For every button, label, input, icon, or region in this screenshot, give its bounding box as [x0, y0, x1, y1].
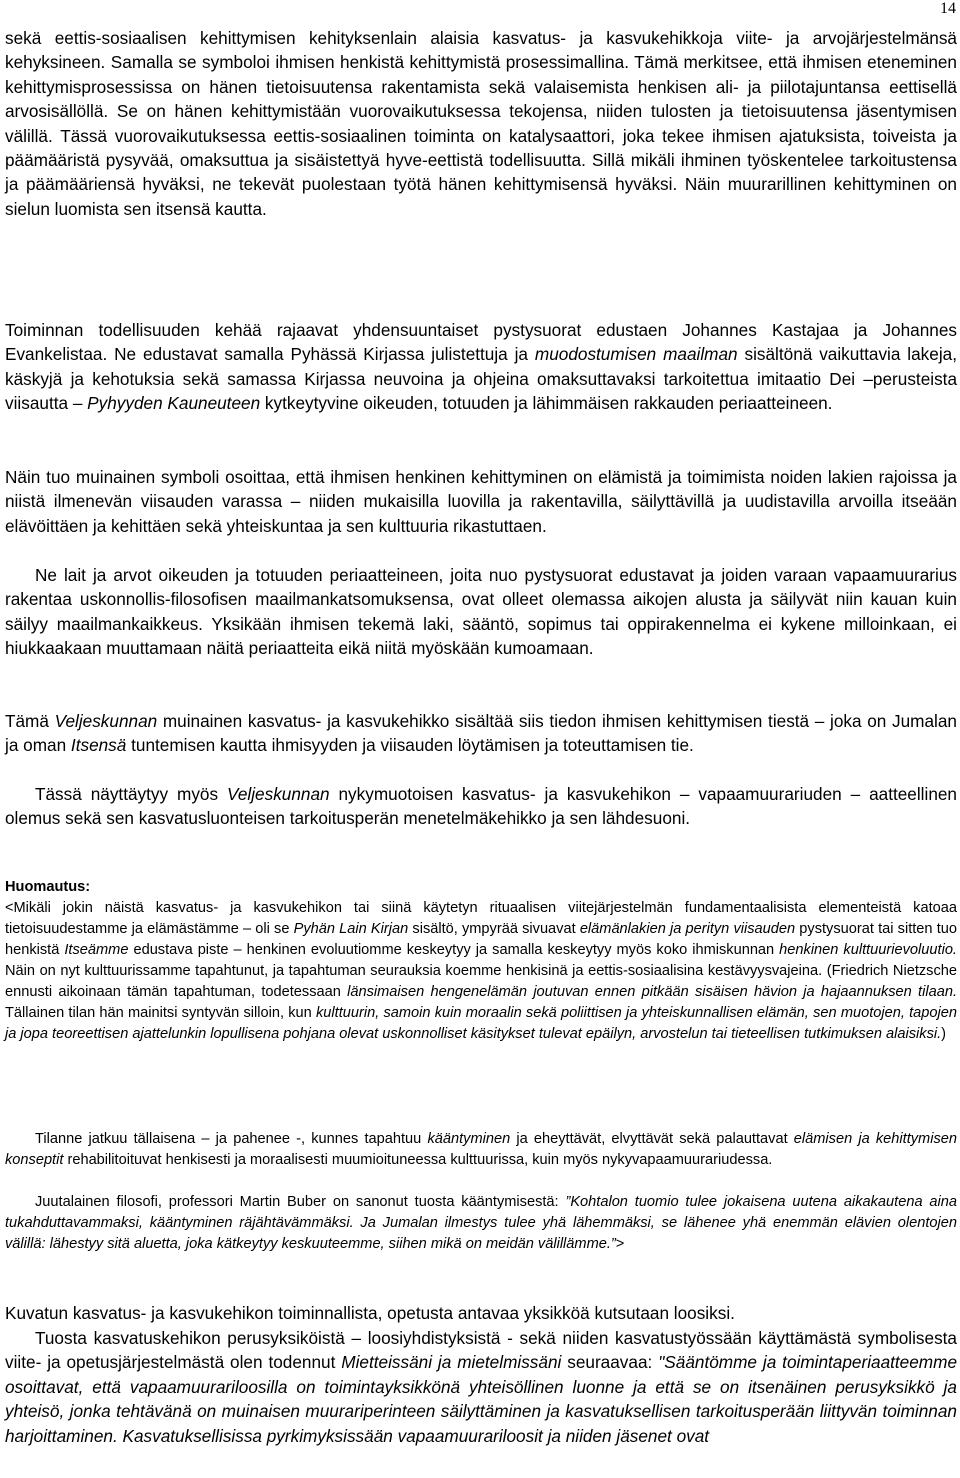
paragraph-5 [5, 709, 957, 758]
note-paragraph-2-text-c: ja eheyttävät, elvyttävät sekä palauttavat [510, 1131, 794, 1147]
note-paragraph-3-quote: ”Kohtalon tuomio tulee jokaisena uutena aikakautena aina tukahduttavammaksi, kääntyminen räjähtävämmäksi. Ja Jumalan ilmestys tulee yhä lähemmäksi, se lähenee yhä enemmän elävien olentojen välillä: lähestyy sitä aluetta, joka kätkeytyy keskuuteemme, siihen mikä on meidän välillämme.” [5, 1194, 958, 1252]
paragraph-2-text-e: kytkeytyvine oikeuden, totuuden ja lähimmäisen rakkauden periaatteineen. [260, 393, 833, 414]
paragraph-2-emphasis-a: muodostumisen maailman [534, 344, 738, 365]
note-paragraph-3 [5, 1192, 957, 1255]
paragraph-4 [5, 563, 957, 661]
note-paragraph-2-emphasis-b: kääntyminen [427, 1131, 511, 1147]
note-paragraph-2-emphasis-d: elämisen ja kehittymisen konseptit [5, 1131, 957, 1168]
paragraph-3-text: Näin tuo muinainen symboli osoittaa, että ihmisen henkinen kehittyminen on elämistä ja toimimista noiden lakien rajoissa ja niistä ilmenevän viisauden varassa – niiden mukaisilla luovilla ja rakentavilla, säilyttävillä ja uudistavilla arvoilla itseään elävöittäen ja kehittäen sekä yhteiskuntaa ja sen kulttuuria rikastuttaen. [5, 467, 957, 536]
paragraph-6 [5, 782, 957, 831]
note-paragraph-3-text-c: > [615, 1236, 625, 1252]
note-paragraph-1-emphasis-d: elämänlakien ja perityn viisauden [579, 921, 796, 937]
note-paragraph-1-emphasis-j: länsimaisen hengenelämän joutuvan ennen pitkään sisäisen hävion ja hajaannuksen tilaan. [347, 984, 957, 1000]
paragraph-8-text-a: Tuosta kasvatuskehikon perusyksiköistä – loosiyhdistyksistä - sekä niiden kasvatustyössään käyttämästä symbolisesta viite- ja opetusjärjestelmästä olen todennut [5, 1328, 957, 1373]
note-heading: Huomautus: [5, 879, 91, 895]
note-paragraph-1-text-g: edustava piste – henkinen evoluutiomme keskeytyy ja samalla keskeytyy myös koko ihmiskunnan [128, 942, 780, 958]
paragraph-7 [5, 1301, 957, 1325]
paragraph-1-text: sekä eettis-sosiaalisen kehittymisen kehityksenlain alaisia kasvatus- ja kasvukehikkoja viite- ja arvojärjestelmänsä kehyksineen. Samalla se symboloi ihmisen henkistä kehittymistä prosessimallina. Tämä merkitsee, että ihmisen eteneminen kehittymisprosessissa on hänen tietoisuutensa rakentamista sekä valaisemista henkisen ali- ja piilotajuntansa eettisellä arvosisällöllä. Se on hänen kehittymistään vuorovaikutuksessa tekojensa, niiden tulosten ja tietoisuutensa jäsentymisen välillä. Tässä vuorovaikutuksessa eettis-sosiaalinen toiminta on katalysaattori, joka tekee ihmisen ajatuksista, toiveista ja päämääristä pysyvää, omaksuttua ja sisäistettyä hyve-eettistä todellisuutta. Sillä mikäli ihminen työskentelee tarkoitustensa ja päämääriensä hyväksi, ne tekevät puolestaan työtä hänen kehittymisensä hyväksi. Näin muurarillinen kehittyminen on sielun luomista sen itsensä kautta. [5, 28, 957, 219]
paragraph-5-text-e: tuntemisen kautta ihmisyyden ja viisauden löytämisen ja toteuttamisen tie. [126, 735, 694, 756]
paragraph-2 [5, 318, 957, 416]
paragraph-5-text-a: Tämä [5, 711, 55, 731]
paragraph-2-text-a: Toiminnan todellisuuden kehää rajaavat yhdensuuntaiset pystysuorat edustaen Johannes Kastajaa ja Johannes Evankelistaa. Ne edustavat samalla Pyhässä Kirjassa julistettuja ja [5, 320, 957, 365]
paragraph-6-emphasis-b: Veljeskunnan [227, 784, 330, 804]
note-paragraph-2 [5, 1129, 957, 1171]
note-paragraph-2-text-a: Tilanne jatkuu tällaisena – ja pahenee -, kunnes tapahtuu [35, 1131, 428, 1147]
paragraph-8-text-c: seuraavaa: [561, 1352, 659, 1373]
paragraph-1 [5, 26, 957, 221]
paragraph-5-emphasis-d: Itsensä [70, 735, 127, 756]
paragraph-2-text-c: sisältönä vaikuttavia lakeja, käskyjä ja kehotuksia sekä samassa Kirjassa neuvoina ja ohjeina omaksuttavaksi tarkoitettua imitaatio Dei –perusteista viisautta – [5, 344, 957, 414]
note-paragraph-1-text-i: Näin on nyt kulttuurissamme tapahtunut, ja tapahtuman seurauksia koemme henkisinä ja eettis-sosiaalisina kestävyysvajeina. (Friedrich Nietzsche ennusti aikoinaan tämän tapahtuman, todetessaan [5, 963, 957, 1000]
paragraph-2-emphasis-d: Pyhyyden Kauneuteen [87, 393, 261, 414]
note-paragraph-1-text-a: <Mikäli jokin näistä kasvatus- ja kasvukehikon tai siinä käytetyn rituaalisen viitejärjestelmän fundamentaalisista elementeistä katoaa tietoisuudestamme ja elämästämme – oli se [5, 900, 957, 937]
paragraph-4-text: Ne lait ja arvot oikeuden ja totuuden periaatteineen, joita nuo pystysuorat edustavat ja joiden varaan vapaamuurarius rakentaa uskonnollis-filosofisen maailmankatsomuksensa, ovat olleet olemassa aikojen alusta ja säilyvät niin kauan kuin säilyy maailmankaikkeus. Yksikään ihmisen tekemä laki, sääntö, sopimus tai oppirakennelma ei kykene milloinkaan, ei hiukkaakaan muuttamaan näitä periaatteita eikä niitä myöskään kumoamaan. [5, 565, 957, 659]
note-paragraph-1 [5, 898, 957, 1045]
paragraph-6-text-c: nykymuotoisen kasvatus- ja kasvukehikon – vapaamuurariuden – aatteellinen olemus sekä sen kasvatusluonteisen tarkoitusperän menetelmäkehikko ja sen lähdesuoni. [5, 784, 957, 829]
note-paragraph-1-text-c: sisältö, ympyrää sivuavat [408, 921, 580, 937]
paragraph-5-emphasis-b: Veljeskunnan [54, 711, 158, 731]
paragraph-8-quote: "Sääntömme ja toimintaperiaatteemme osoittavat, että vapaamuurariloosilla on toimintayksikkönä yhteisöllinen luonne ja että se on itsenäinen perusyksikkö ja yhteisö, jonka tehtävänä on muinaisen muurariperinteen säilyttäminen ja kasvatuksellisen tarkoitusperään liittyvän toiminnan harjoittaminen. Kasvatuksellisissa pyrkimyksissään vapaamuurariloosit ja niiden jäsenet ovat [5, 1352, 957, 1446]
note-paragraph-2-text-e: rehabilitoituvat henkisesti ja moraalisesti muumioituneessa kulttuurissa, kuin myös nykyvapaamuurariudessa. [63, 1152, 773, 1168]
note-paragraph-1-text-m: ) [941, 1026, 947, 1042]
paragraph-5-text-c: muinainen kasvatus- ja kasvukehikko sisältää siis tiedon ihmisen kehittymisen tiestä – joka on Jumalan ja oman [5, 711, 957, 756]
paragraph-8-emphasis-b: Mietteissäni ja mietelmissäni [341, 1352, 562, 1373]
note-paragraph-1-emphasis-b: Pyhän Lain Kirjan [293, 921, 409, 937]
paragraph-6-text-a: Tässä näyttäytyy myös [35, 784, 228, 804]
paragraph-8 [5, 1326, 957, 1448]
paragraph-3 [5, 465, 957, 538]
note-paragraph-1-text-e: pystysuorat tai sitten tuo henkistä [5, 921, 957, 958]
paragraph-7-text: Kuvatun kasvatus- ja kasvukehikon toiminnallista, opetusta antavaa yksikköä kutsutaan loosiksi. [5, 1303, 735, 1323]
page-number: 14 [940, 0, 956, 17]
note-paragraph-3-text-a: Juutalainen filosofi, professori Martin Buber on sanonut tuosta kääntymisestä: [35, 1194, 566, 1210]
note-paragraph-1-emphasis-l: kulttuurin, samoin kuin moraalin sekä poliittisen ja yhteiskunnallisen elämän, sen muotojen, tapojen ja jopa teoreettisen ajattelunkin lopullisena pohjana olevat uskonnolliset käsitykset tulevat epäilyn, arvostelun tai tieteellisen tutkimuksen alaisiksi. [5, 1005, 957, 1042]
note-paragraph-1-emphasis-h: henkinen kulttuurievoluutio. [779, 942, 957, 958]
note-paragraph-1-text-k: Tällainen tilan hän mainitsi syntyvän silloin, kun [5, 1005, 316, 1021]
note-paragraph-1-emphasis-f: Itseämme [64, 942, 129, 958]
